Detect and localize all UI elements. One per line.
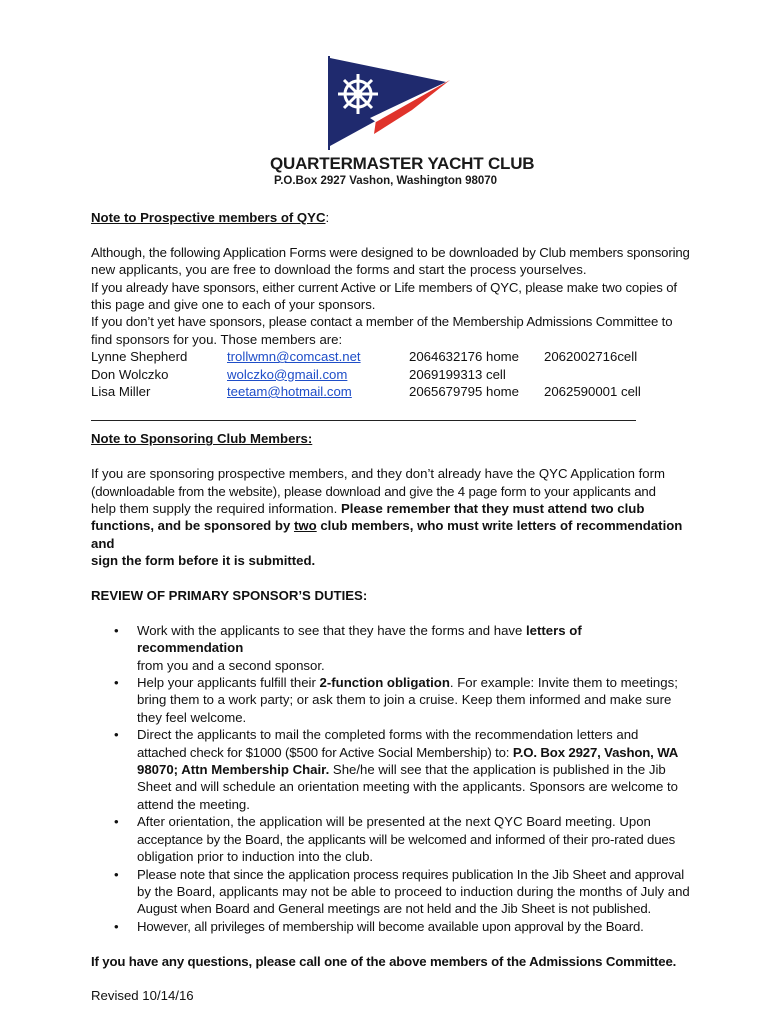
contact-row bbox=[91, 348, 691, 365]
duty-item: • Please note that since the application process requires publication In the Jib Sheet and approval by the Board, applicants may not be able to proceed to induction during the months of July and August when Board and General meetings are not held and the Jib Sheet is not published. bbox=[114, 866, 690, 917]
club-logo bbox=[270, 54, 535, 190]
revised-date: Revised 10/14/16 bbox=[91, 988, 194, 1004]
contact-email-link[interactable]: trollwmn@comcast.net bbox=[227, 349, 361, 365]
contact-row bbox=[91, 383, 691, 400]
contact-phone: 2062002716cell bbox=[544, 349, 638, 365]
duty-item: • Help your applicants fulfill their 2-function obligation. For example: Invite them to meetings; bring them to a work party; or ask them to join a cruise. Keep them informed and make sure they feel welcome. bbox=[114, 675, 678, 725]
closing-note: If you have any questions, please call one of the above members of the Admissions Committee. bbox=[91, 953, 677, 969]
duty-item: • After orientation, the application will be presented at the next QYC Board meeting. Upon acceptance by the Board, the applicants will be welcomed and informed of their pro-rated dues obligation prior to induction into the club. bbox=[114, 814, 676, 865]
prospective-line: If you don’t yet have sponsors, please contact a member of the Membership Admissions Committee to bbox=[91, 314, 673, 330]
sponsoring-emphasis: functions, and be sponsored by bbox=[91, 518, 294, 534]
bullet-icon: • bbox=[114, 675, 119, 691]
bullet-icon: • bbox=[114, 622, 119, 638]
bullet-icon: • bbox=[114, 918, 119, 934]
sponsoring-line: If you are sponsoring prospective members, and they don’t already have the QYC Application form bbox=[91, 466, 665, 482]
bullet-icon: • bbox=[114, 866, 119, 882]
contact-phone: 2062590001 cell bbox=[544, 384, 641, 400]
club-address: P.O.Box 2927 Vashon, Washington 98070 bbox=[274, 175, 498, 187]
duty-item: • Work with the applicants to see that they have the forms and have letters of recommendation from you and a second sponsor. bbox=[114, 622, 582, 673]
sponsoring-emphasis: Please remember that they must attend two club bbox=[340, 501, 645, 517]
bullet-icon: • bbox=[114, 814, 119, 830]
prospective-heading-line bbox=[91, 209, 691, 226]
prospective-line: this page and give one to each of your sponsors. bbox=[91, 297, 376, 313]
prospective-line: new applicants, you are free to download the forms and start the process yourselves. bbox=[91, 262, 587, 278]
contact-phone: 2069199313 cell bbox=[409, 366, 506, 382]
contact-row bbox=[91, 366, 691, 383]
sponsoring-line bbox=[91, 500, 691, 517]
prospective-line: If you already have sponsors, either current Active or Life members of QYC, please make two copies of bbox=[91, 279, 677, 295]
prospective-line: find sponsors for you. Those members are: bbox=[91, 331, 343, 347]
contact-name: Don Wolczko bbox=[91, 366, 169, 382]
contact-name: Lisa Miller bbox=[91, 384, 151, 400]
duty-item: • Direct the applicants to mail the completed forms with the recommendation letters and attached check for $1000 ($500 for Active Social Membership) to: P.O. Box 2927, Vashon, WA 98070; Attn Membership Chair. She/he will see that the application is published in the Jib Sheet and will schedule an orientation meeting with the applicants. Sponsors are welcome to attend the meeting. bbox=[114, 727, 679, 812]
sponsoring-emphasis-underline: two bbox=[293, 518, 317, 534]
duty-item: • However, all privileges of membership will become available upon approval by the Board. bbox=[114, 918, 644, 934]
contact-phone: 2065679795 home bbox=[409, 384, 519, 400]
contact-email-link[interactable]: teetam@hotmail.com bbox=[227, 384, 352, 400]
sponsoring-line: (downloadable from the website), please download and give the 4 page form to your applicants and bbox=[91, 483, 656, 499]
contact-email-link[interactable]: wolczko@gmail.com bbox=[227, 366, 348, 382]
burgee-flag-icon bbox=[324, 54, 454, 154]
sponsoring-heading: Note to Sponsoring Club Members: bbox=[91, 431, 313, 447]
heading-colon: : bbox=[325, 210, 330, 225]
bullet-icon: • bbox=[114, 727, 119, 743]
sponsoring-emphasis: club members, who must write letters of recommendation and bbox=[91, 518, 683, 551]
sponsoring-line: sign the form before it is submitted. bbox=[91, 553, 316, 569]
document-body bbox=[91, 209, 691, 1005]
contact-name: Lynne Shepherd bbox=[91, 349, 188, 365]
club-name: QUARTERMASTER YACHT CLUB bbox=[270, 154, 535, 173]
prospective-heading: Note to Prospective members of QYC bbox=[91, 210, 326, 225]
contact-phone: 2064632176 home bbox=[409, 349, 519, 365]
prospective-line: Although, the following Application Forms were designed to be downloaded by Club members sponsoring bbox=[91, 244, 690, 260]
duties-list bbox=[91, 622, 691, 935]
duties-heading: REVIEW OF PRIMARY SPONSOR’S DUTIES: bbox=[91, 588, 368, 604]
section-divider bbox=[91, 420, 636, 421]
sponsoring-line bbox=[91, 517, 691, 552]
sponsoring-text: help them supply the required information. bbox=[91, 501, 341, 517]
